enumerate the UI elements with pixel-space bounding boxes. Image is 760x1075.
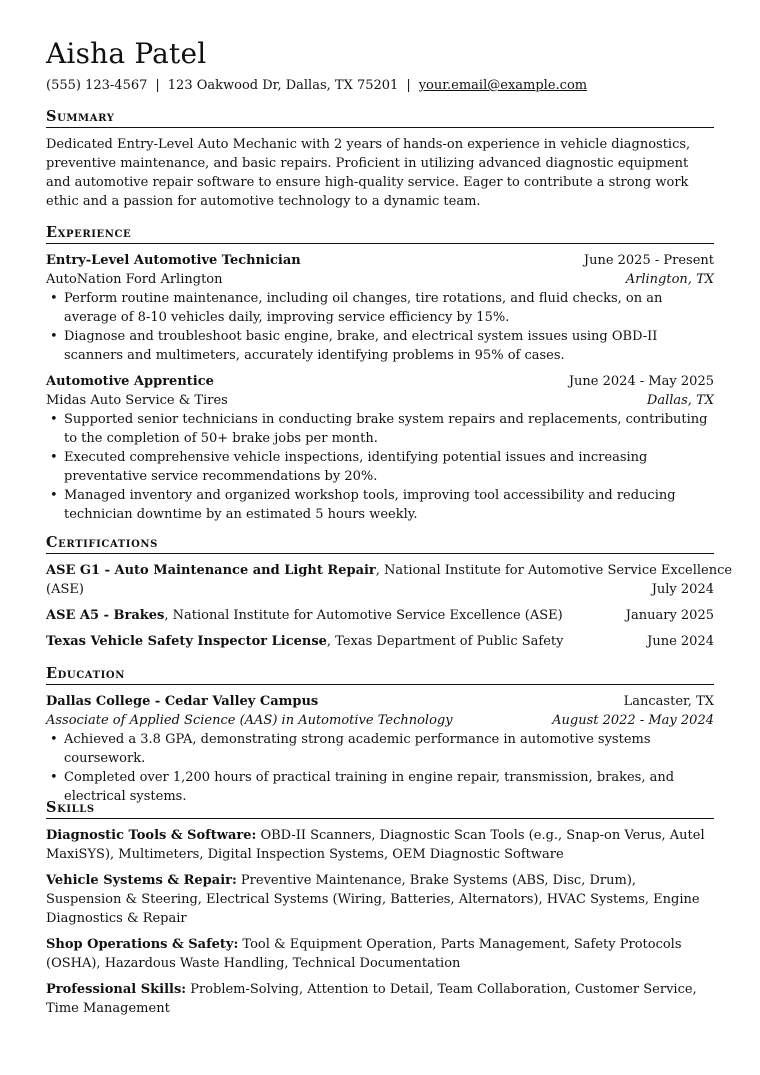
education-section — [46, 665, 714, 806]
certification-issuer-cont: (ASE) — [46, 582, 84, 597]
certification-name: Texas Vehicle Safety Inspector License — [46, 634, 327, 649]
job-company: AutoNation Ford Arlington — [46, 272, 223, 287]
certifications-section — [46, 534, 733, 651]
list-item: • Perform routine maintenance, including oil changes, tire rotations, and fluid checks, on an average of 8-10 vehicles daily, improving service efficiency by 15%. — [46, 289, 714, 327]
separator: | — [155, 78, 160, 93]
skill-group — [46, 871, 714, 928]
skill-group-text: OBD-II Scanners, Diagnostic Scan Tools (e.g., Snap-on Verus, Autel MaxiSYS), Multimeters, Digital Inspection Systems, OEM Diagnostic Software — [46, 828, 705, 862]
skill-group — [46, 935, 714, 973]
job-bullets — [46, 289, 714, 365]
education-header — [46, 692, 714, 711]
list-item: • Diagnose and troubleshoot basic engine, brake, and electrical system issues using OBD-II scanners and multimeters, accurately identifying problems in 95% of cases. — [46, 327, 714, 365]
certification-issuer: , Texas Department of Public Safety — [326, 634, 564, 649]
separator: | — [406, 78, 411, 93]
section-title-education: Education — [46, 665, 714, 685]
skill-group — [46, 980, 714, 1018]
skills-section — [46, 799, 714, 1018]
certification-item — [46, 561, 733, 599]
job-dates: June 2025 - Present — [583, 253, 714, 268]
certification-name: ASE G1 - Auto Maintenance and Light Repair — [46, 563, 376, 578]
degree: Associate of Applied Science (AAS) in Automotive Technology — [46, 713, 453, 728]
skill-group-label: Shop Operations & Safety: — [46, 937, 239, 952]
job-header — [46, 372, 714, 391]
education-bullets — [46, 730, 714, 806]
certification-name: ASE A5 - Brakes — [46, 608, 165, 623]
skill-group-label: Vehicle Systems & Repair: — [46, 873, 237, 888]
job-bullets — [46, 410, 714, 524]
job-location: Dallas, TX — [646, 393, 714, 408]
certification-item — [46, 632, 714, 651]
list-item: • Completed over 1,200 hours of practical training in engine repair, transmission, brakes, and electrical systems. — [46, 768, 714, 806]
degree-row — [46, 711, 714, 730]
education-dates: August 2022 - May 2024 — [552, 713, 714, 728]
job-dates: June 2024 - May 2025 — [568, 374, 714, 389]
candidate-name: Aisha Patel — [46, 37, 207, 70]
address: 123 Oakwood Dr, Dallas, TX 75201 — [167, 78, 399, 93]
job-company-row — [46, 391, 714, 410]
skill-group-text: Problem-Solving, Attention to Detail, Team Collaboration, Customer Service, Time Management — [46, 982, 697, 1016]
skill-group-label: Professional Skills: — [46, 982, 187, 997]
section-title-experience: Experience — [46, 224, 714, 244]
list-item: • Achieved a 3.8 GPA, demonstrating strong academic performance in automotive systems coursework. — [46, 730, 714, 768]
skill-group-label: Diagnostic Tools & Software: — [46, 828, 257, 843]
section-title-summary: Summary — [46, 108, 714, 128]
job-title: Entry-Level Automotive Technician — [46, 253, 301, 268]
job-header — [46, 251, 714, 270]
job-entry — [46, 251, 714, 365]
phone-number: (555) 123-4567 — [46, 78, 148, 93]
job-company-row — [46, 270, 714, 289]
list-item: • Supported senior technicians in conducting brake system repairs and replacements, contributing to the completion of 50+ brake jobs per month. — [46, 410, 714, 448]
section-title-certifications: Certifications — [46, 534, 714, 554]
certification-item — [46, 606, 714, 625]
job-title: Automotive Apprentice — [46, 374, 214, 389]
summary-section — [46, 108, 714, 211]
certification-date: July 2024 — [651, 582, 714, 597]
list-item: • Executed comprehensive vehicle inspections, identifying potential issues and increasing preventative service recommendations by 20%. — [46, 448, 714, 486]
certification-date: January 2025 — [625, 608, 714, 623]
skill-group-text: Tool & Equipment Operation, Parts Management, Safety Protocols (OSHA), Hazardous Waste Handling, Technical Documentation — [46, 937, 682, 971]
certification-date: June 2024 — [647, 634, 714, 649]
school-location: Lancaster, TX — [623, 694, 714, 709]
summary-text: Dedicated Entry-Level Auto Mechanic with 2 years of hands-on experience in vehicle diagnostics, preventive maintenance, and basic repairs. Proficient in utilizing advanced diagnostic equipment and automotive repair software to ensure high-quality service. Eager to contribute a strong work ethic and a passion for automotive technology to a dynamic team. — [46, 137, 691, 209]
contact-line — [46, 78, 587, 94]
list-item: • Managed inventory and organized workshop tools, improving tool accessibility and reducing technician downtime by an estimated 5 hours weekly. — [46, 486, 714, 524]
job-company: Midas Auto Service & Tires — [46, 393, 228, 408]
email-link[interactable]: your.email@example.com — [418, 78, 588, 93]
skill-group-text: Preventive Maintenance, Brake Systems (ABS, Disc, Drum), Suspension & Steering, Electrical Systems (Wiring, Batteries, Alternators), HVAC Systems, Engine Diagnostics & Repair — [46, 873, 700, 926]
job-location: Arlington, TX — [625, 272, 714, 287]
school-name: Dallas College - Cedar Valley Campus — [46, 694, 319, 709]
section-title-skills: Skills — [46, 799, 714, 819]
job-entry — [46, 372, 714, 524]
certification-issuer: , National Institute for Automotive Service Excellence (ASE) — [164, 608, 563, 623]
certification-issuer: , National Institute for Automotive Service Excellence — [375, 563, 733, 578]
skill-group — [46, 826, 714, 864]
experience-section — [46, 224, 714, 524]
